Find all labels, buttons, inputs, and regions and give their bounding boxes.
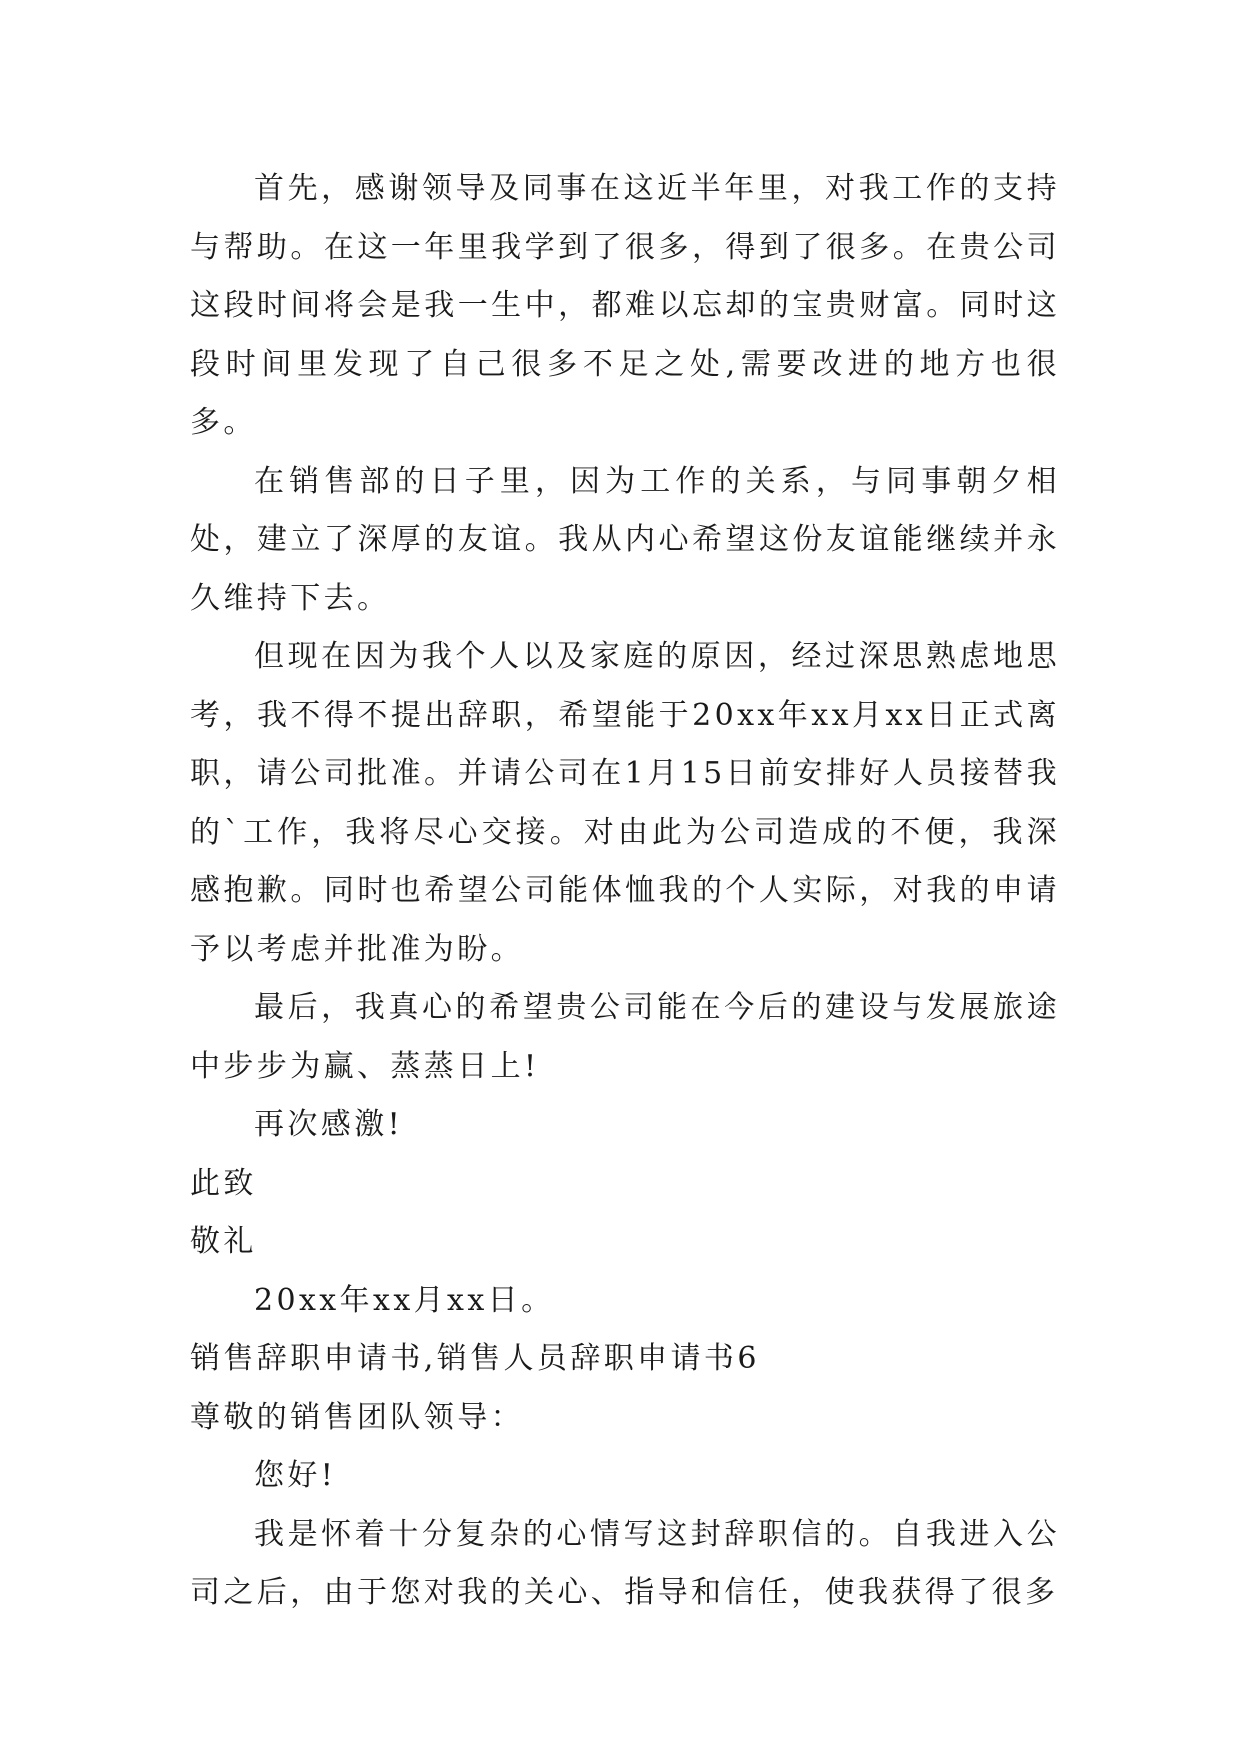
paragraph-gratitude: 再次感激! [254,1107,404,1142]
greeting: 您好! [254,1458,337,1493]
paragraph-wishes: 最后，我真心的希望贵公司能在今后的建设与发展旅途中步步为赢、蒸蒸日上! [190,990,1060,1084]
closing-line-1: 此致 [190,1165,257,1201]
date-line: 20xx年xx月xx日。 [254,1282,555,1318]
section-title: 销售辞职申请书,销售人员辞职申请书6 [190,1341,760,1376]
document-body [190,160,1060,1623]
paragraph-opening: 我是怀着十分复杂的心情写这封辞职信的。自我进入公司之后，由于您对我的关心、指导和信任，使我获得了很多 [190,1516,1060,1610]
closing-line-2: 敬礼 [190,1224,257,1259]
paragraph-reason: 但现在因为我个人以及家庭的原因，经过深思熟虑地思考，我不得不提出辞职，希望能于20xx年xx月xx日正式离职，请公司批准。并请公司在1月15日前安排好人员接替我的`工作，我将尽心交接。对由此为公司造成的不便，我深感抱歉。同时也希望公司能体恤我的个人实际，对我的申请予以考虑并批准为盼。 [190,639,1060,967]
salutation: 尊敬的销售团队领导： [190,1399,524,1435]
paragraph-thanks: 首先，感谢领导及同事在这近半年里，对我工作的支持与帮助。在这一年里我学到了很多，得到了很多。在贵公司这段时间将会是我一生中，都难以忘却的宝贵财富。同时这段时间里发现了自己很多不足之处,需要改进的地方也很多。 [190,171,1060,440]
paragraph-friendship: 在销售部的日子里，因为工作的关系，与同事朝夕相处，建立了深厚的友谊。我从内心希望这份友谊能继续并永久维持下去。 [190,463,1060,616]
